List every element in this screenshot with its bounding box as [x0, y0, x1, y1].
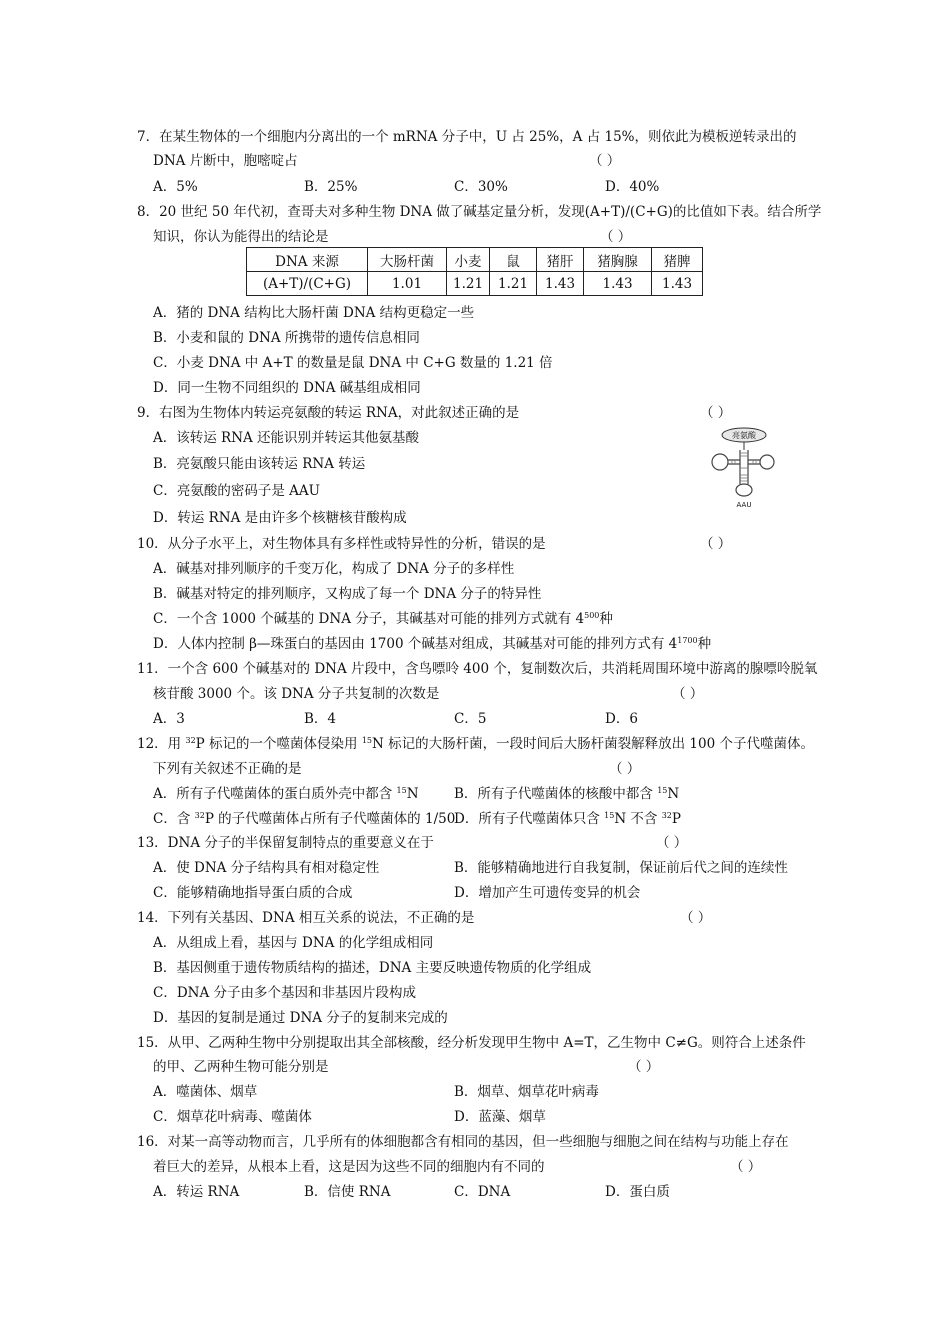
- trna-cloverleaf: [712, 450, 774, 496]
- q14-option-d: D．基因的复制是通过 DNA 分子的复制来完成的: [153, 1010, 448, 1026]
- anticodon-label: AAU: [736, 501, 752, 509]
- q7-answer-blank: （ ）: [589, 153, 621, 169]
- table-cell: 猪脾: [652, 248, 703, 272]
- q10-option-a: A．碱基对排列顺序的千变万化，构成了 DNA 分子的多样性: [153, 561, 515, 577]
- q10-option-c-exponent: 500: [584, 611, 600, 620]
- q12-stem-part: 12．用: [137, 736, 186, 752]
- table-cell: 1.43: [584, 272, 652, 296]
- q10-option-b: B．碱基对特定的排列顺序，又构成了每一个 DNA 分子的特异性: [153, 586, 542, 602]
- table-cell: 小麦: [447, 248, 490, 272]
- table-cell: 大肠杆菌: [368, 248, 447, 272]
- q10-option-d-tail: 种: [697, 636, 712, 652]
- q8-stem-line2: 知识，你认为能得出的结论是: [153, 229, 329, 245]
- q9-answer-blank: （ ）: [700, 405, 732, 421]
- q9-option-b: B．亮氨酸只能由该转运 RNA 转运: [153, 456, 366, 472]
- q12-option-a-isotope: 15: [396, 786, 407, 795]
- q11-stem-line1: 11．一个含 600 个碱基对的 DNA 片段中，含鸟嘌呤 400 个，复制数次后，共消耗周围环境中游离的腺嘌呤脱氧: [137, 661, 818, 677]
- q13-option-d: D．增加产生可遗传变异的机会: [454, 885, 641, 901]
- table-row: [247, 272, 703, 296]
- q12-option-c: [153, 810, 455, 828]
- q11-option-d: D．6: [605, 711, 638, 727]
- q12-option-d: [454, 810, 681, 828]
- q8-answer-blank: （ ）: [600, 229, 632, 245]
- q16-option-a: A．转运 RNA: [153, 1184, 240, 1200]
- q13-option-a: A．使 DNA 分子结构具有相对稳定性: [153, 860, 380, 876]
- q12-stem-part: N 标记的大肠杆菌，一段时间后大肠杆菌裂解释放出 100 个子代噬菌体。: [372, 736, 814, 752]
- q12-option-c-tail: P 的子代噬菌体占所有子代噬菌体的 1/50: [204, 811, 456, 827]
- q12-option-b-text: B．所有子代噬菌体的核酸中都含: [454, 786, 658, 802]
- trna-diagram: [700, 426, 780, 510]
- q7-option-a: A．5%: [153, 179, 198, 195]
- q16-answer-blank: （ ）: [730, 1159, 762, 1175]
- q10-option-c-tail: 种: [599, 611, 613, 627]
- q7-stem-line1: 7．在某生物体的一个细胞内分离出的一个 mRNA 分子中，U 占 25%，A 占 15%，则依此为模板逆转录出的: [137, 129, 797, 145]
- q7-option-c: C．30%: [454, 179, 508, 195]
- q12-option-b-tail: N: [667, 786, 680, 802]
- q14-option-a: A．从组成上看，基因与 DNA 的化学组成相同: [153, 935, 434, 951]
- table-cell: 鼠: [490, 248, 537, 272]
- q15-stem-line2: 的甲、乙两种生物可能分别是: [153, 1059, 329, 1075]
- q16-option-b: B．信使 RNA: [304, 1184, 391, 1200]
- base-ratio-table: [246, 247, 703, 296]
- q14-option-c: C．DNA 分子由多个基因和非基因片段构成: [153, 985, 417, 1001]
- q9-option-a: A．该转运 RNA 还能识别并转运其他氨基酸: [153, 430, 420, 446]
- q11-option-a: A．3: [153, 711, 185, 727]
- q12-answer-blank: （ ）: [609, 761, 641, 777]
- q8-option-c: C．小麦 DNA 中 A+T 的数量是鼠 DNA 中 C+G 数量的 1.21 倍: [153, 355, 553, 371]
- q11-stem-line2: 核苷酸 3000 个。该 DNA 分子共复制的次数是: [153, 686, 440, 702]
- q14-answer-blank: （ ）: [680, 910, 712, 926]
- q12-stem-part: P 标记的一个噬菌体侵染用: [195, 736, 362, 752]
- q9-option-c: C．亮氨酸的密码子是 AAU: [153, 483, 320, 499]
- q11-option-c: C．5: [454, 711, 487, 727]
- q15-option-b: B．烟草、烟草花叶病毒: [454, 1084, 599, 1100]
- table-cell: DNA 来源: [247, 248, 368, 272]
- q10-option-d: [153, 635, 711, 653]
- q12-option-b-isotope: 15: [657, 786, 668, 795]
- table-cell: 1.21: [490, 272, 537, 296]
- q12-stem-isotope: 15: [361, 736, 373, 745]
- q11-answer-blank: （ ）: [672, 686, 704, 702]
- table-cell: 1.21: [447, 272, 490, 296]
- q12-option-d-tail: P: [671, 811, 681, 827]
- q16-stem-line2: 着巨大的差异，从根本上看，这是因为这些不同的细胞内有不同的: [153, 1159, 545, 1175]
- q13-option-b: B．能够精确地进行自我复制，保证前后代之间的连续性: [454, 860, 788, 876]
- q10-option-c-text: C．一个含 1000 个碱基的 DNA 分子，其碱基对可能的排列方式就有 4: [153, 611, 585, 627]
- q9-option-d: D．转运 RNA 是由许多个核糖核苷酸构成: [153, 510, 407, 526]
- q10-stem: 10．从分子水平上，对生物体具有多样性或特异性的分析，错误的是: [137, 536, 546, 552]
- q12-stem-line1: [137, 735, 814, 753]
- q13-answer-blank: （ ）: [656, 835, 688, 851]
- q7-option-b: B．25%: [304, 179, 358, 195]
- q8-stem-line1: 8．20 世纪 50 年代初，查哥夫对多种生物 DNA 做了碱基定量分析，发现(A+T)/(C+G)的比值如下表。结合所学: [137, 204, 822, 220]
- q12-option-a-tail: N: [406, 786, 419, 802]
- q12-option-a-text: A．所有子代噬菌体的蛋白质外壳中都含: [153, 786, 397, 802]
- q10-answer-blank: （ ）: [700, 536, 732, 552]
- q16-stem-line1: 16．对某一高等动物而言，几乎所有的体细胞都含有相同的基因，但一些细胞与细胞之间在结构与功能上存在: [137, 1134, 789, 1150]
- q14-option-b: B．基因侧重于遗传物质结构的描述，DNA 主要反映遗传物质的化学组成: [153, 960, 592, 976]
- table-cell: 1.43: [537, 272, 584, 296]
- table-cell: 1.01: [368, 272, 447, 296]
- q14-stem: 14．下列有关基因、DNA 相互关系的说法，不正确的是: [137, 910, 475, 926]
- q9-stem: 9．右图为生物体内转运亮氨酸的转运 RNA，对此叙述正确的是: [137, 405, 520, 421]
- q12-option-b: [454, 785, 679, 803]
- q12-stem-isotope: 32: [185, 736, 196, 745]
- q12-option-d-text: D．所有子代噬菌体只含: [454, 811, 605, 827]
- q13-option-c: C．能够精确地指导蛋白质的合成: [153, 885, 353, 901]
- q12-option-d-mid: N 不含: [614, 811, 662, 827]
- q12-option-c-text: C．含: [153, 811, 195, 827]
- q8-option-b: B．小麦和鼠的 DNA 所携带的遗传信息相同: [153, 330, 420, 346]
- q16-option-c: C．DNA: [454, 1184, 511, 1200]
- q16-option-d: D．蛋白质: [605, 1184, 670, 1200]
- q13-stem: 13．DNA 分子的半保留复制特点的重要意义在于: [137, 835, 434, 851]
- q10-option-d-text: D．人体内控制 β—珠蛋白的基因由 1700 个碱基对组成，其碱基对可能的排列方式有 4: [153, 636, 678, 652]
- q10-option-d-exponent: 1700: [677, 636, 698, 645]
- q12-stem-line2: 下列有关叙述不正确的是: [153, 761, 302, 777]
- q15-option-d: D．蓝藻、烟草: [454, 1109, 546, 1125]
- q11-option-b: B．4: [304, 711, 337, 727]
- q12-option-d-isotope: 15: [604, 811, 615, 820]
- q15-option-a: A．噬菌体、烟草: [153, 1084, 258, 1100]
- table-cell: (A+T)/(C+G): [247, 272, 368, 296]
- q8-option-a: A．猪的 DNA 结构比大肠杆菌 DNA 结构更稳定一些: [153, 305, 475, 321]
- amino-acid-label: 亮氨酸: [732, 431, 756, 440]
- q12-option-a: [153, 785, 419, 803]
- table-cell: 猪胸腺: [584, 248, 652, 272]
- q15-answer-blank: （ ）: [628, 1059, 660, 1075]
- q15-stem-line1: 15．从甲、乙两种生物中分别提取出其全部核酸，经分析发现甲生物中 A=T，乙生物中 C≠G。则符合上述条件: [137, 1035, 806, 1051]
- q8-option-d: D．同一生物不同组织的 DNA 碱基组成相同: [153, 380, 421, 396]
- q12-option-c-isotope: 32: [194, 811, 205, 820]
- q7-stem-line2: DNA 片断中，胞嘧啶占: [153, 153, 298, 169]
- q7-option-d: D．40%: [605, 179, 660, 195]
- table-cell: 猪肝: [537, 248, 584, 272]
- q10-option-c: [153, 610, 613, 628]
- q15-option-c: C．烟草花叶病毒、噬菌体: [153, 1109, 312, 1125]
- table-header-row: [247, 248, 703, 272]
- q12-option-d-isotope: 32: [661, 811, 672, 820]
- table-cell: 1.43: [652, 272, 703, 296]
